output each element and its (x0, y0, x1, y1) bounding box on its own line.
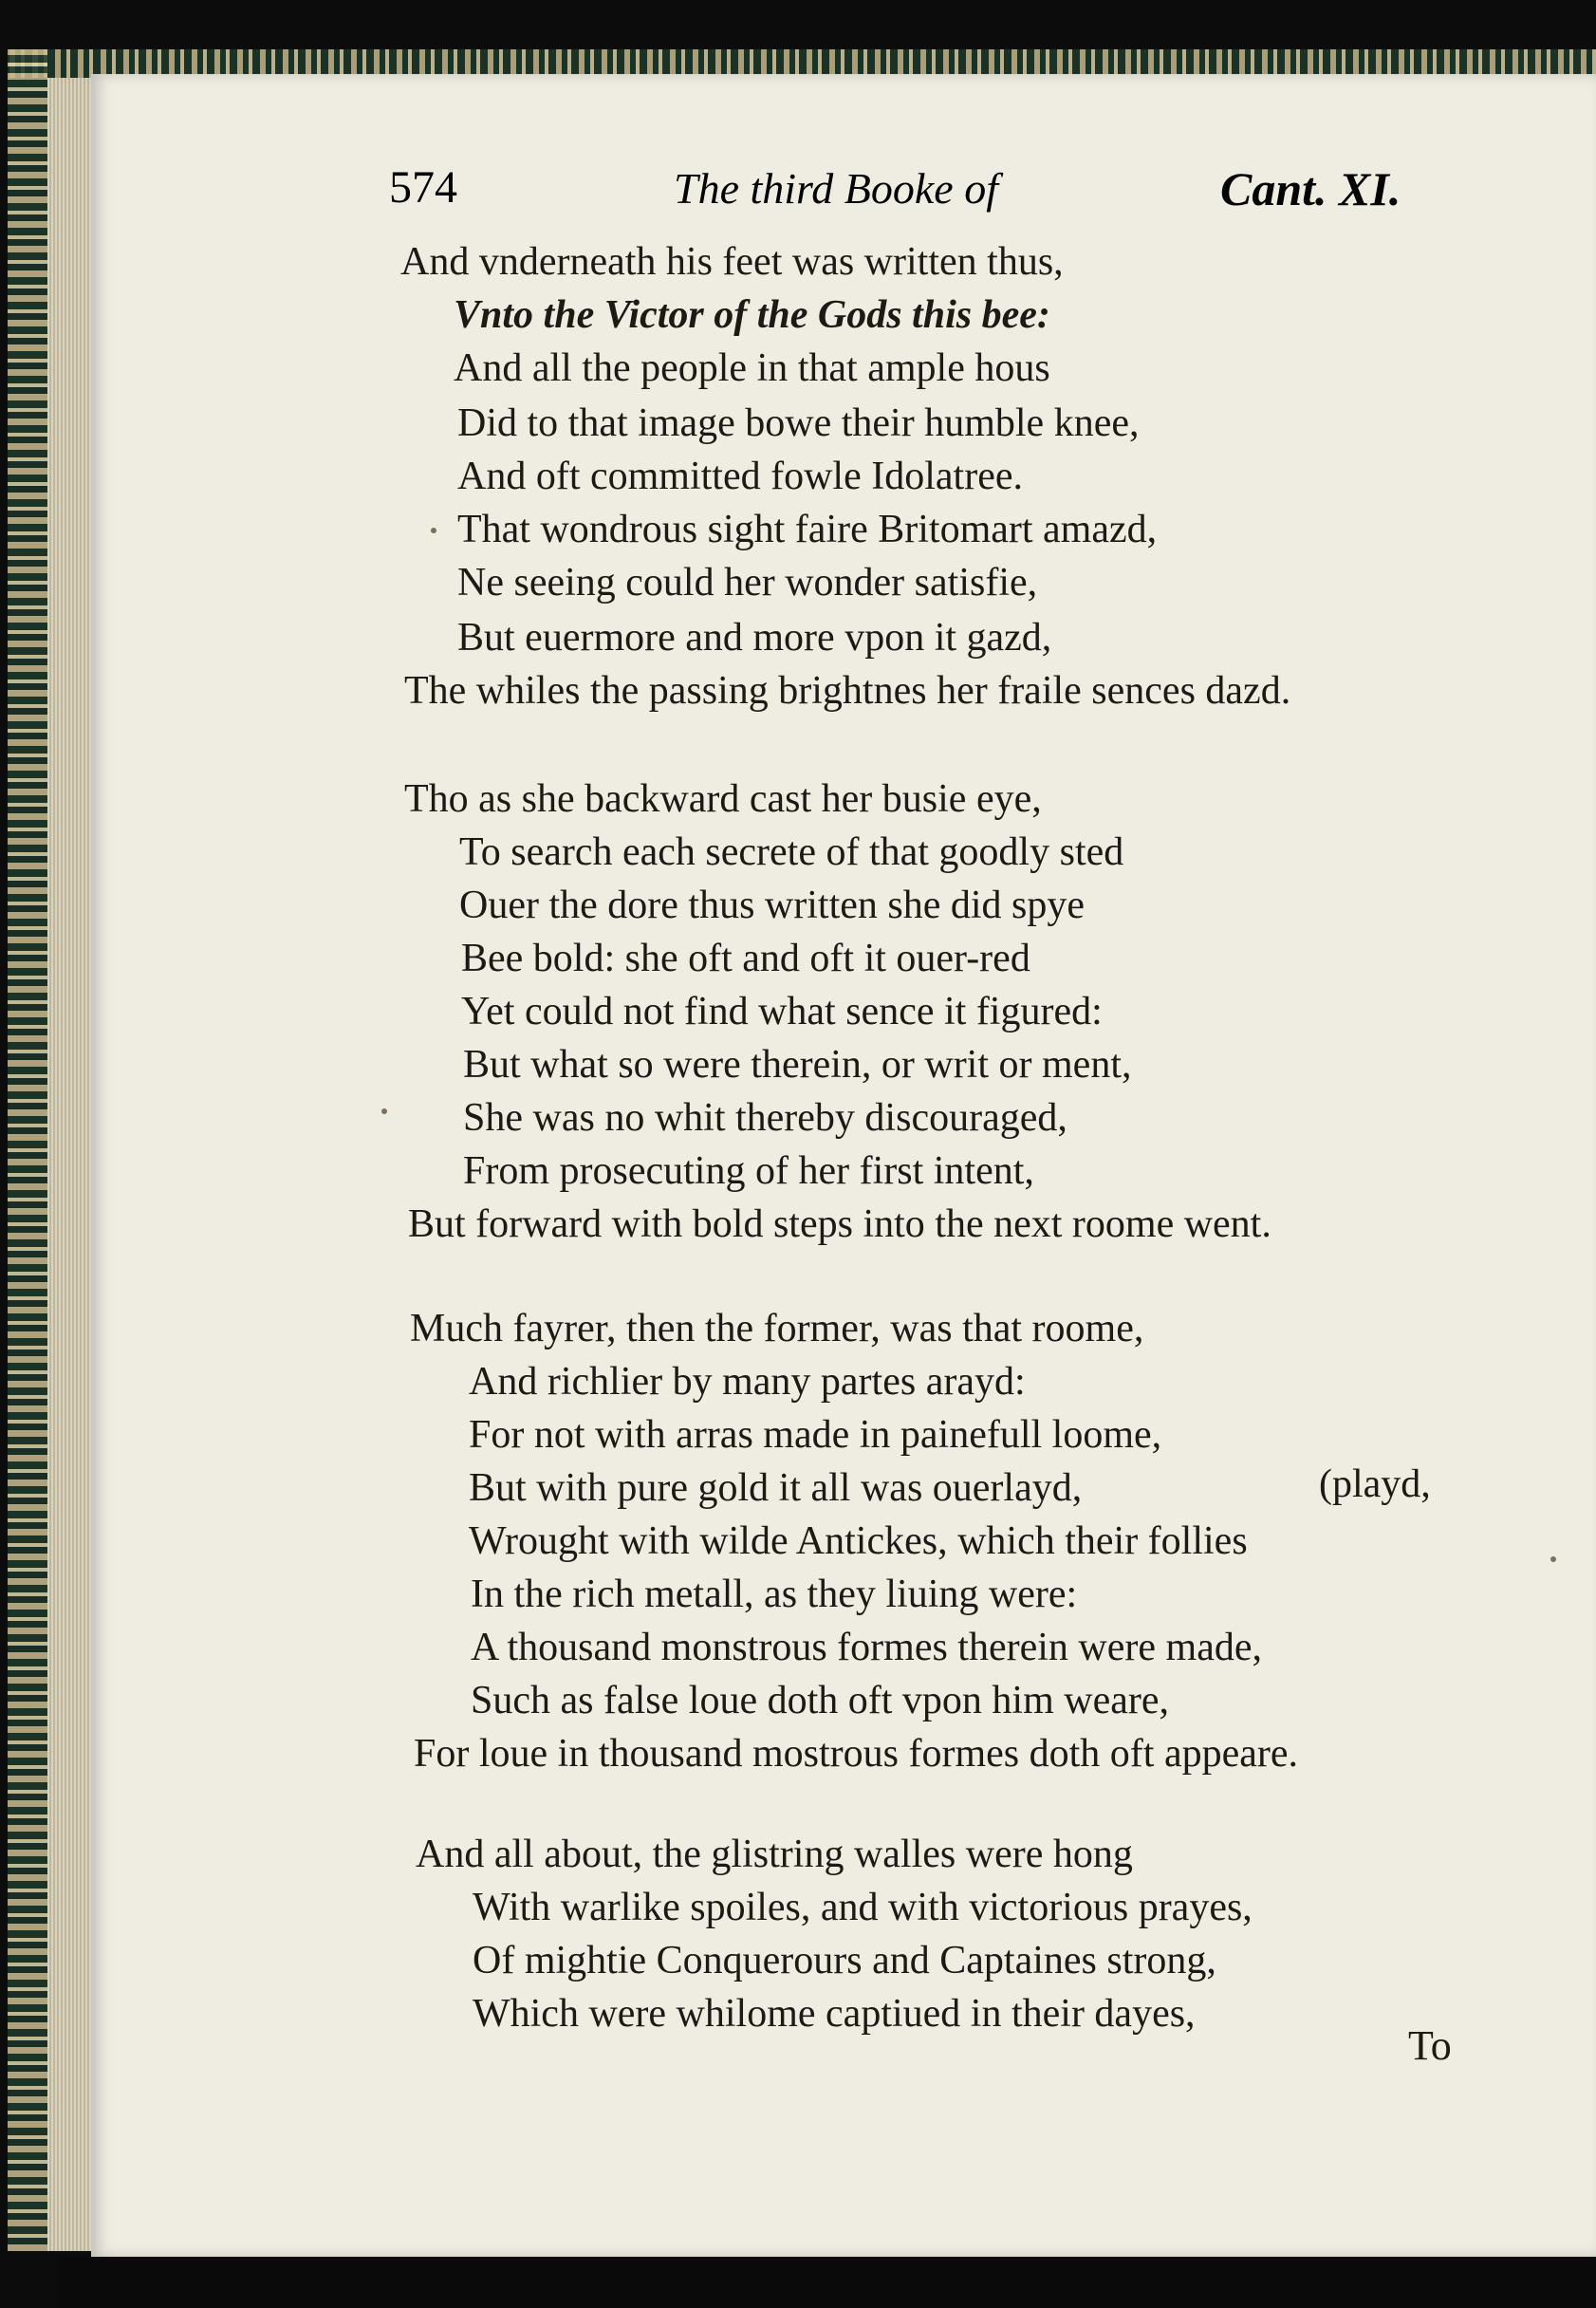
gilt-border-left (8, 49, 47, 2251)
verse-line: Which were whilome captiued in their dayes, (473, 1992, 1196, 2036)
verse-line: And all about, the glistring walles were hong (416, 1833, 1133, 1876)
verse-line: In the rich metall, as they liuing were: (471, 1573, 1078, 1616)
verse-line: But euermore and more vpon it gazd, (457, 616, 1052, 660)
page-number: 574 (389, 162, 457, 213)
verse-line: That wondrous sight faire Britomart amazd, (457, 508, 1158, 551)
verse-line: Vnto the Victor of the Gods this bee: (454, 293, 1050, 337)
bottom-shadow (57, 2257, 1596, 2308)
verse-line: But forward with bold steps into the next roome went. (408, 1202, 1271, 1246)
verse-line: A thousand monstrous formes therein were made, (471, 1626, 1262, 1669)
running-title: The third Booke of (674, 164, 998, 213)
verse-line: Of mightie Conquerours and Captaines strong, (473, 1939, 1216, 1982)
verse-line: And all the people in that ample hous (454, 346, 1050, 390)
ink-speck (1550, 1556, 1556, 1562)
verse-line: Ouer the dore thus written she did spye (459, 884, 1086, 927)
verse-line: Yet could not find what sence it figured: (461, 990, 1103, 1033)
verse-line: Tho as she backward cast her busie eye, (404, 777, 1042, 821)
verse-line: The whiles the passing brightnes her fraile sences dazd. (404, 669, 1291, 713)
verse-line: From prosecuting of her first intent, (463, 1149, 1034, 1193)
verse-line: To search each secrete of that goodly sted (459, 830, 1124, 874)
verse-line: With warlike spoiles, and with victorious prayes, (473, 1886, 1253, 1929)
canto-label: Cant. XI. (1220, 162, 1401, 215)
verse-line: And oft committed fowle Idolatree. (457, 455, 1023, 498)
verse-line: Such as false loue doth oft vpon him weare, (471, 1679, 1169, 1722)
catchword: To (1408, 2022, 1452, 2069)
verse-line: For not with arras made in painefull loome, (469, 1413, 1162, 1457)
verse-line: She was no whit thereby discouraged, (463, 1096, 1067, 1140)
verse-turnover: (playd, (1319, 1462, 1431, 1506)
ink-speck (381, 1108, 387, 1114)
verse-line: Did to that image bowe their humble knee, (457, 401, 1140, 445)
verse-line: For loue in thousand mostrous formes doth oft appeare. (414, 1732, 1298, 1776)
ink-speck (431, 528, 436, 533)
verse-line: Bee bold: she oft and oft it ouer-red (461, 937, 1030, 980)
verse-line: Much fayrer, then the former, was that roome, (410, 1307, 1144, 1350)
verse-line: And richlier by many partes arayd: (469, 1360, 1026, 1404)
verse-line: And vnderneath his feet was written thus, (400, 240, 1064, 284)
verse-line: But with pure gold it all was ouerlayd, (469, 1466, 1083, 1510)
verse-line: Ne seeing could her wonder satisfie, (457, 561, 1038, 605)
verse-line: Wrought with wilde Antickes, which their follies (469, 1519, 1248, 1563)
verse-line: But what so were therein, or writ or ment, (463, 1043, 1132, 1087)
